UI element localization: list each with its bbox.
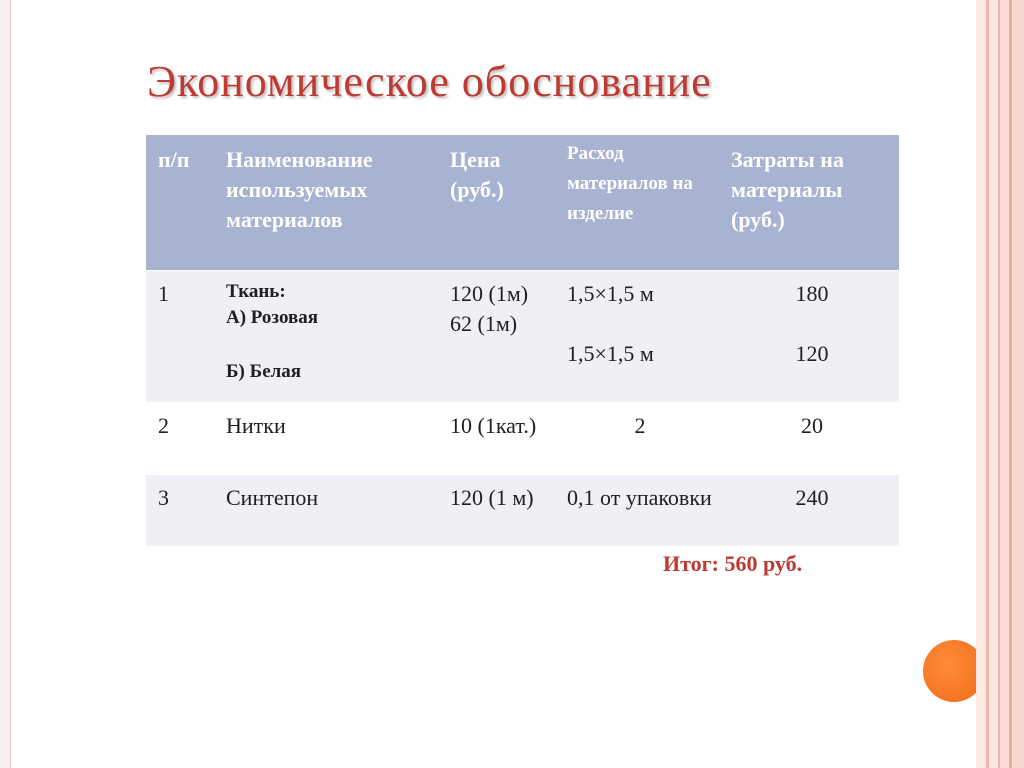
decorative-stripes — [976, 0, 1024, 768]
row-num: 2 — [146, 402, 214, 474]
row-usage: 2 — [555, 402, 719, 474]
table-row — [146, 474, 899, 546]
header-num: п/п — [158, 147, 190, 172]
cost-white: 120 — [795, 340, 829, 366]
fabric-white: Б) Белая — [226, 360, 302, 382]
header-name: Наименование используемых материалов — [226, 147, 373, 232]
cost-pink: 180 — [795, 280, 829, 306]
header-cost: Затраты на материалы (руб.) — [731, 147, 844, 232]
row-num: 1 — [146, 270, 214, 402]
row-name: Синтепон — [214, 474, 438, 546]
usage-pink: 1,5×1,5 м — [567, 280, 654, 306]
row-num: 3 — [146, 474, 214, 546]
row-name: Нитки — [214, 402, 438, 474]
price-white: 62 (1м) — [450, 310, 518, 336]
header-usage: Расход материалов на изделие — [567, 143, 693, 224]
slide-title: Экономическое обоснование — [147, 57, 712, 106]
total-label: Итог: 560 руб. — [663, 551, 803, 576]
usage-white: 1,5×1,5 м — [567, 340, 654, 366]
price-pink: 120 (1м) — [450, 280, 529, 306]
cost-table — [146, 135, 899, 546]
fabric-pink: А) Розовая — [226, 306, 319, 328]
header-price: Цена (руб.) — [450, 147, 504, 202]
table-row — [146, 402, 899, 474]
row-name — [214, 270, 438, 402]
row-usage: 0,1 от упаковки — [555, 474, 719, 546]
row-cost: 20 — [719, 402, 899, 474]
row-cost: 240 — [719, 474, 899, 546]
row-price: 120 (1 м) — [438, 474, 555, 546]
table-header-row — [146, 135, 899, 270]
fabric-label: Ткань: — [226, 280, 286, 302]
row-cost — [719, 270, 899, 402]
row-price — [438, 270, 555, 402]
row-price: 10 (1кат.) — [438, 402, 555, 474]
table-row — [146, 270, 899, 402]
slide — [10, 0, 977, 768]
row-usage — [555, 270, 719, 402]
